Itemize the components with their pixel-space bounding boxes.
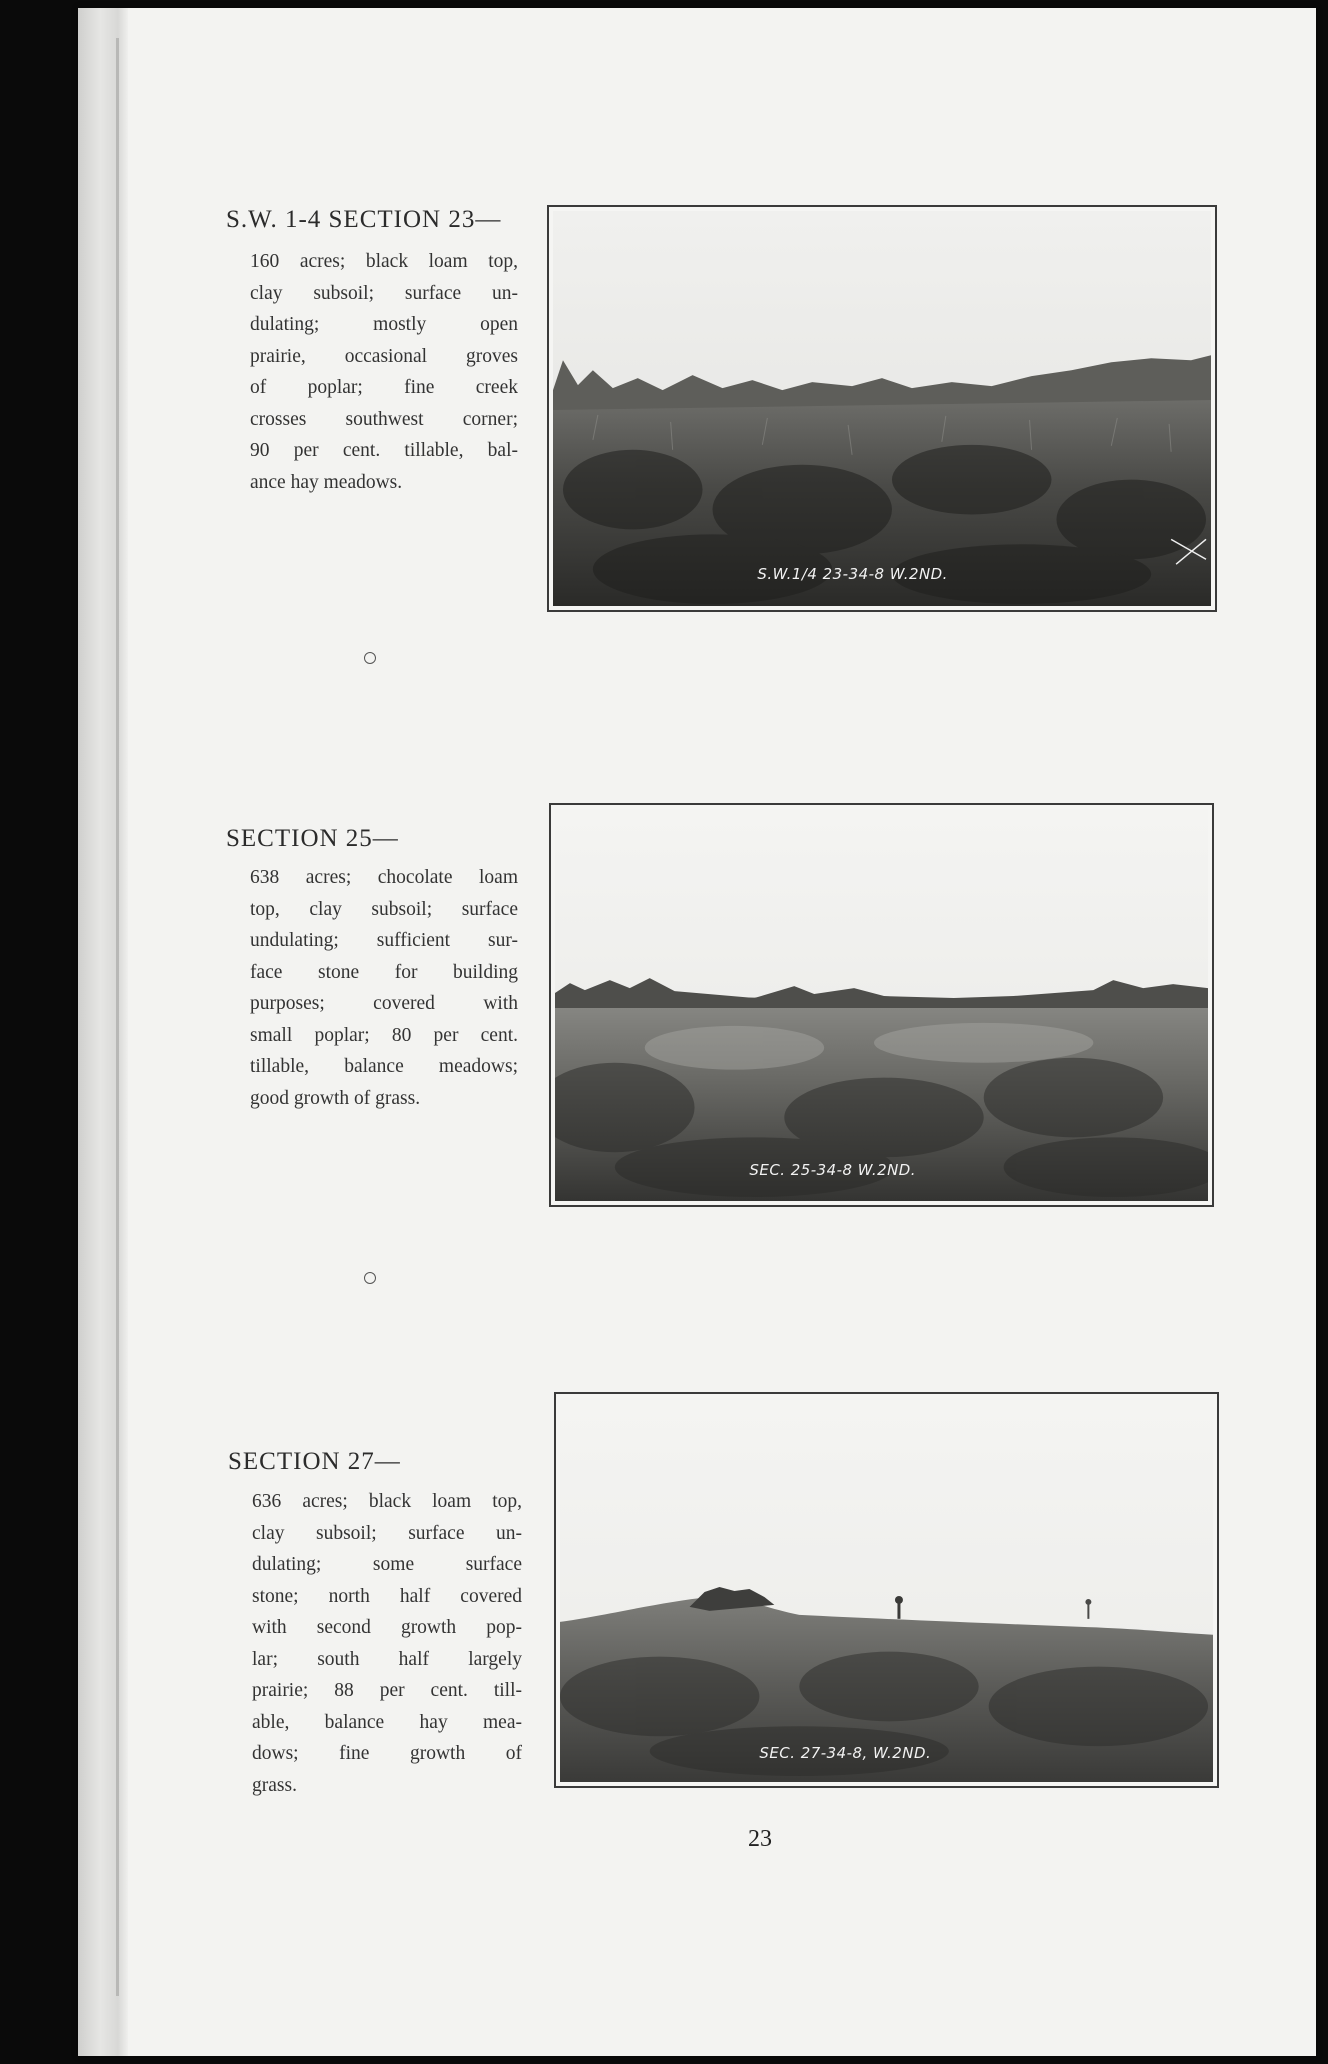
text-line: dows; fine growth of	[252, 1743, 522, 1764]
text-line: of poplar; fine creek	[250, 377, 518, 398]
text-line: able, balance hay mea-	[252, 1711, 522, 1733]
photo-caption: S.W.1/4 23-34-8 W.2ND.	[757, 565, 948, 584]
text-line: stone; north half covered	[252, 1585, 522, 1607]
text-line: 638 acres; chocolate loam	[250, 867, 518, 888]
section-27-photo	[554, 1392, 1219, 1788]
text-line: clay subsoil; surface un-	[250, 282, 518, 304]
text-line: face stone for building	[250, 961, 518, 983]
section-23-photo	[547, 205, 1217, 612]
text-line: top, clay subsoil; surface	[250, 898, 518, 920]
text-line: undulating; sufficient sur-	[250, 930, 518, 951]
prairie-photo-3	[560, 1398, 1213, 1782]
page-binding	[78, 8, 128, 2056]
text-line: dulating; mostly open	[250, 314, 518, 335]
text-line: small poplar; 80 per cent.	[250, 1024, 518, 1046]
book-page	[78, 8, 1316, 2056]
ornament-circle-icon	[364, 1272, 376, 1284]
section-27-heading: SECTION 27—	[228, 1448, 401, 1475]
text-line: lar; south half largely	[252, 1648, 522, 1670]
text-line: 636 acres; black loam top,	[252, 1491, 522, 1512]
photo-caption: SEC. 25-34-8 W.2ND.	[749, 1161, 916, 1180]
binding-edge	[116, 38, 119, 1996]
section-23-description	[250, 246, 518, 498]
text-line: prairie, occasional groves	[250, 345, 518, 367]
prairie-photo-2	[555, 809, 1208, 1201]
photo-caption: SEC. 27-34-8, W.2ND.	[759, 1744, 932, 1763]
text-line: crosses southwest corner;	[250, 408, 518, 430]
text-line: 160 acres; black loam top,	[250, 251, 518, 272]
text-line: good growth of grass.	[250, 1087, 421, 1109]
text-line: grass.	[252, 1774, 297, 1796]
text-line: purposes; covered with	[250, 993, 518, 1014]
text-line: clay subsoil; surface un-	[252, 1522, 522, 1544]
text-line: 90 per cent. tillable, bal-	[250, 440, 518, 461]
section-27-description	[252, 1486, 522, 1801]
text-line: dulating; some surface	[252, 1554, 522, 1575]
text-line: tillable, balance meadows;	[250, 1056, 518, 1077]
ornament-circle-icon	[364, 652, 376, 664]
text-line: ance hay meadows.	[250, 471, 403, 493]
text-line: prairie; 88 per cent. till-	[252, 1680, 522, 1701]
section-25-description	[250, 862, 518, 1114]
section-25-photo	[549, 803, 1214, 1207]
page-number: 23	[748, 1826, 772, 1852]
section-25-heading: SECTION 25—	[226, 825, 399, 852]
prairie-photo-1	[553, 211, 1211, 606]
text-line: with second growth pop-	[252, 1617, 522, 1638]
section-23-heading: S.W. 1-4 SECTION 23—	[226, 206, 502, 233]
